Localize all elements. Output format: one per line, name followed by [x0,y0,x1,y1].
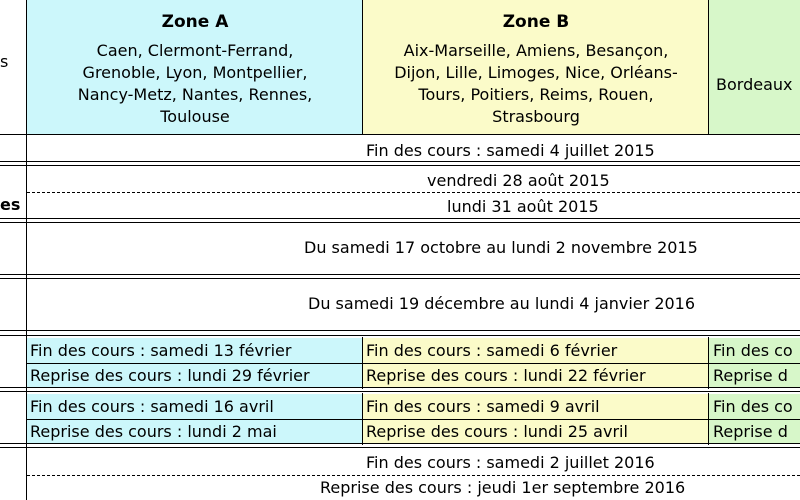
grid-hline-rentree-bottom-b [0,222,800,223]
grid-hline-toussaint-bottom-a [0,274,800,275]
grid-hline-row1-bottom-a [0,161,800,162]
zone-c-header [709,0,800,134]
zone-a-cities-line-2: Grenoble, Lyon, Montpellier, [82,63,308,82]
grid-hline-printemps-bottom-a [0,443,800,444]
grid-hline-rentree-bottom-a [0,218,800,219]
grid-hline-printemps-bottom-b [0,447,800,448]
printemps-a-fin: Fin des cours : samedi 16 avril [30,397,274,416]
hiver-c-fin: Fin des co [713,341,793,360]
grid-hline-toussaint-bottom-b [0,278,800,279]
header-left-fragment: s [0,52,9,71]
grid-vline-zone-bc-header [708,0,709,135]
zone-a-cities-line-3: Nancy-Metz, Nantes, Rennes, [77,85,313,104]
grid-hline-hiver-mid [27,363,800,364]
hiver-a-reprise: Reprise des cours : lundi 29 février [30,366,310,385]
ete-2016-fin: Fin des cours : samedi 2 juillet 2016 [366,453,655,472]
zone-b-title: Zone B [502,12,570,32]
zone-a-title: Zone A [161,12,229,32]
hiver-c-reprise: Reprise d [713,366,788,385]
printemps-c-fin: Fin des co [713,397,793,416]
noel-dates: Du samedi 19 décembre au lundi 4 janvier 2016 [308,294,696,313]
hiver-a-fin: Fin des cours : samedi 13 février [30,341,292,360]
grid-vline-left-body [26,135,27,500]
hiver-b-reprise: Reprise des cours : lundi 22 février [366,366,646,385]
grid-hline-header-bottom [0,134,800,135]
zone-b-cities-line-3: Tours, Poitiers, Reims, Rouen, [418,85,654,104]
toussaint-dates: Du samedi 17 octobre au lundi 2 novembre 2015 [304,238,698,257]
rentree-eleves: lundi 31 août 2015 [447,197,599,216]
grid-hdash-rentree [27,192,800,193]
rentree-left-fragment: es [0,195,21,214]
grid-hline-noel-bottom-a [0,330,800,331]
zone-b-cities-line-2: Dijon, Lille, Limoges, Nice, Orléans- [394,63,678,82]
grid-hline-printemps-mid [27,419,800,420]
zone-a-cities-line-4: Toulouse [160,107,230,126]
fin-annee-2015: Fin des cours : samedi 4 juillet 2015 [366,141,655,160]
rentree-enseignants: vendredi 28 août 2015 [427,171,610,190]
ete-2016-reprise: Reprise des cours : jeudi 1er septembre 2016 [320,478,686,497]
grid-hline-row1-bottom-b [0,165,800,166]
printemps-a-reprise: Reprise des cours : lundi 2 mai [30,422,277,441]
printemps-b-fin: Fin des cours : samedi 9 avril [366,397,600,416]
hiver-b-fin: Fin des cours : samedi 6 février [366,341,618,360]
grid-hline-hiver-bottom-b [0,391,800,392]
zone-a-cities-line-1: Caen, Clermont-Ferrand, [96,41,294,60]
zone-b-cities-line-4: Strasbourg [492,107,580,126]
grid-vline-zone-ab-header [362,0,363,135]
zone-c-cities-fragment: Bordeaux [716,75,793,94]
grid-hdash-ete [27,475,800,476]
grid-hline-hiver-bottom-a [0,387,800,388]
zone-b-cities-line-1: Aix-Marseille, Amiens, Besançon, [403,41,669,60]
printemps-c-reprise: Reprise d [713,422,788,441]
printemps-b-reprise: Reprise des cours : lundi 25 avril [366,422,628,441]
grid-vline-left-header [26,0,27,135]
grid-hline-noel-bottom-b [0,335,800,336]
